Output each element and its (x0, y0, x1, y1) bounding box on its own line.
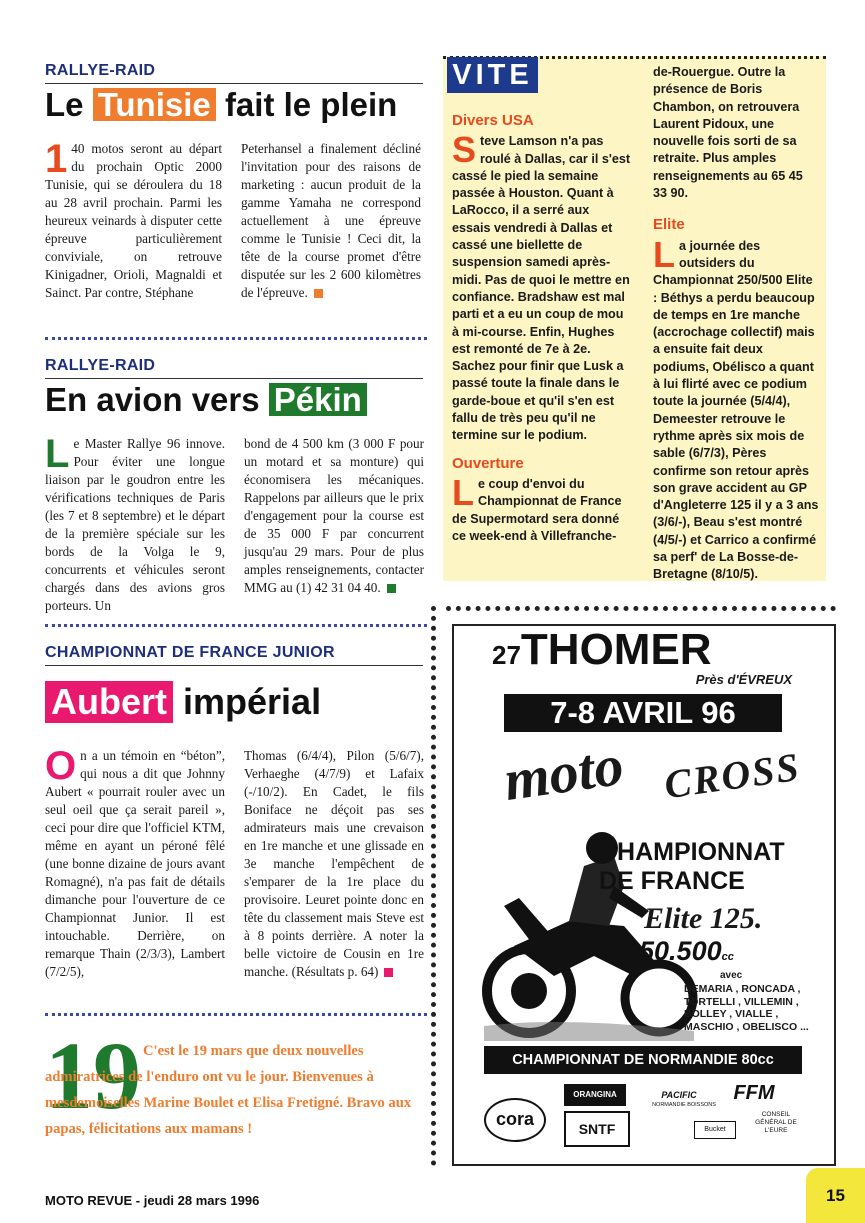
poster-rider-line: DEMARIA , RONCADA , (684, 983, 801, 995)
brief-text: C'est le 19 mars que deux nouvelles admiratrices de l'enduro ont vu le jour. Bienvenues à mesdemoiselles Marine Boulet et Elisa Fretigné. Bravo aux papas, félicitations aux mamans ! (45, 1043, 412, 1137)
divider (45, 624, 427, 627)
poster-champ1: CHAMPIONNAT (599, 838, 785, 866)
page-number: 15 (806, 1168, 865, 1223)
article2-column1 (45, 432, 225, 615)
poster-dates: 7-8 AVRIL 96 (504, 694, 782, 732)
poster-avec: avec (720, 970, 743, 981)
article3-text-col2: Thomas (6/4/4), Pilon (5/6/7), Verhaeghe (4/7/9) et Lafaix (-/10/2). En Cadet, le fils Boniface ne déçoit pas ses admirateurs mais une crevaison en 1re manche et une glissade en 3e manche l'empêchent de s'emparer de la 1re place du provisoire. Leuret pointe donc en tête du classement mais Steve est à 8 points derrière. A noter la belle victoire de Cousin en 1re manche. (Résultats p. 64) (244, 748, 424, 979)
drop-cap: L (452, 471, 474, 513)
sponsor-logo: ORANGINA (564, 1084, 626, 1106)
sponsor-logo: PACIFIC (661, 1090, 697, 1100)
article2-headline (45, 383, 367, 416)
vite-section-text: e coup d'envoi du Championnat de France de Supermotard sera donné ce week-end à Villefranche- (452, 476, 622, 543)
headline-highlight: Aubert (45, 681, 173, 723)
article3-headline (45, 681, 321, 723)
divider (45, 337, 427, 340)
vite-section-text: a journée des outsiders du Championnat 250/500 Elite : Béthys a perdu beaucoup de temps en 1re manche (accrochage collectif) mais a ensuite fait deux podiums, Obélisco a quant à lui flirté avec ce podium toute la journée (5/4/4), Demeester retrouve le rythme après six mois de sable (6/7/3), Pères confirme son retour après son grave accident au GP d'Angleterre 125 il y a 3 ans (3/6/-), Beau s'est montré (4/5/-) et Carrico a confirmé sa perf' de La Bosse-de-Bretagne (8/10/5). (653, 238, 819, 582)
article3-kicker: CHAMPIONNAT DE FRANCE JUNIOR (45, 644, 335, 661)
sponsor-logo: cora (484, 1098, 546, 1142)
end-square-icon (314, 289, 323, 298)
headline-highlight: Pékin (269, 383, 367, 416)
poster-near: Près d'ÉVREUX (695, 672, 792, 687)
article2-text-col2: bond de 4 500 km (3 000 F pour un motard et sa monture) qui économisera les mécaniques. Rappelons par ailleurs que le prix d'engagement pour la course est de 35 000 F par concurrent jusqu'au 29 mars. Pour de plus amples renseignements, contacter MMG au (1) 42 31 04 40. (244, 436, 424, 595)
poster-cc: cc (721, 951, 734, 963)
vite-title: VITE (447, 57, 538, 93)
sponsor-logo: FFM (733, 1082, 775, 1104)
motocross-poster (452, 624, 836, 1166)
article1-rule (45, 83, 423, 84)
article1-column1 (45, 137, 222, 302)
article2-text-col1: e Master Rallye 96 innove. Pour éviter une longue liaison par le goudron entre les vérifications techniques de Paris (les 7 et 8 septembre) et le départ de la première spéciale sur les bords de la Volga le 9, concurrents et véhicules seront chargés dans des avions gros porteurs. Un (45, 436, 225, 613)
brief-number: 19 (45, 1022, 141, 1129)
headline-highlight: Tunisie (93, 88, 216, 121)
poster-place (492, 625, 712, 674)
poster-classes (624, 938, 734, 965)
poster-elite: Elite 125. (644, 902, 763, 935)
article1-text-col1: 40 motos seront au départ du prochain Optic 2000 Tunisie, qui se déroulera du 18 au 28 avril prochain. Parmi les heureux veinards à disputer cette épreuve particulièrement conviviale, on retrouve Kinigadner, Orioli, Magnaldi et Sainct. Par contre, Stéphane (45, 141, 222, 300)
poster-rider-line: TORTELLI , VILLEMIN , (684, 995, 799, 1008)
article2-rule (45, 378, 423, 379)
vite-column1 (452, 112, 630, 545)
poster-champ2: DE FRANCE (599, 867, 745, 895)
sponsor-logo: SNTF (564, 1111, 630, 1147)
divider (45, 1013, 427, 1016)
poster-normandie: CHAMPIONNAT DE NORMANDIE 80cc (484, 1046, 802, 1074)
poster-rider-line: MASCHIO , OBELISCO ... (684, 1020, 809, 1033)
vite-section-head: Divers USA (452, 112, 534, 129)
poster-moto: moto (499, 732, 628, 813)
poster-classes-text: 250.500 (624, 936, 722, 966)
sponsor-logo: CONSEIL GÉNÉRAL DE L'EURE (755, 1111, 797, 1134)
headline-text: Le (45, 86, 84, 123)
vite-section-head: Elite (653, 216, 685, 234)
article1-headline (45, 88, 397, 121)
drop-cap: 1 (45, 137, 68, 181)
article2-kicker: RALLYE-RAID (45, 357, 156, 374)
poster-border-dots (446, 606, 836, 611)
poster-riders (684, 983, 809, 1033)
vite-section-head: Ouverture (452, 454, 524, 472)
footer-publication: MOTO REVUE - jeudi 28 mars 1996 (45, 1193, 260, 1208)
vite-section-text: teve Lamson n'a pas roulé à Dallas, car il s'est cassé le pied la semaine passée à Houston. Quant à LaRocco, il a serré aux essais vendredi à Dallas et cassé une biellette de suspension samedi après-midi. Pas de quoi le mettre en confiance. Bradshaw est mal parti et a eu un coup de mou à mi-course. Enfin, Hughes est remonté de 7e à 2e. Sachez pour finir que Lusk a passé toute la finale dans le garde-boue et qu'il s'en est fallu de très peu qu'il ne termine sur le podium. (452, 134, 631, 443)
drop-cap: L (653, 233, 675, 275)
drop-cap: S (452, 129, 477, 171)
article3-text-col1: n a un témoin en “béton”, qui nous a dit que Johnny Aubert « pourrait rouler avec un seul oeil que ça serait pareil », ceci pour dire que l'officiel KTM, même en ayant un péroné fêlé (une bonne dizaine de jours avant Romagné), n'a pas fait de détails dimanche pour l'ouverture de ce Championnat Junior. Il est intouchable. Derrière, on remarque Thain (2/3/3), Lambert (7/2/5), (45, 748, 225, 979)
article2-column2 (244, 435, 424, 597)
sponsor-logo: NORMANDIE BOISSONS (652, 1102, 716, 1108)
headline-text: impérial (183, 681, 322, 722)
poster-cross: CROSS (661, 743, 804, 808)
vite-column2 (653, 64, 819, 584)
poster-town: THOMER (520, 625, 712, 674)
article3-column2 (244, 747, 424, 981)
article1-text-col2: Peterhansel a finalement décliné l'invitation pour des raisons de marketing : aucun produit de la gamme Yamaha ne correspond actuellement à une épreuve comme le Tunisie ! Ceci dit, la tête de la course promet d'être disputée sur les 2 600 kilomètres de l'épreuve. (241, 141, 421, 300)
article3-rule (45, 665, 423, 666)
headline-text: En avion vers (45, 381, 260, 418)
article1-kicker: RALLYE-RAID (45, 62, 156, 79)
vite-section-text: de-Rouergue. Outre la présence de Boris Chambon, on retrouvera Laurent Pidoux, une nouvelle fois sorti de sa retraite. Plus amples renseignements au 65 45 33 90. (653, 65, 803, 201)
drop-cap: L (45, 432, 70, 476)
end-square-icon (384, 968, 393, 977)
poster-dept: 27 (492, 640, 521, 670)
poster-rider-line: BOLLEY , VIALLE , (684, 1008, 779, 1020)
article3-column1 (45, 744, 225, 981)
sponsor-logo: Bucket (694, 1121, 736, 1139)
poster-border-dots (431, 606, 436, 1166)
headline-text: fait le plein (224, 86, 398, 123)
end-square-icon (387, 584, 396, 593)
drop-cap: O (45, 744, 77, 788)
article1-column2 (241, 140, 421, 302)
